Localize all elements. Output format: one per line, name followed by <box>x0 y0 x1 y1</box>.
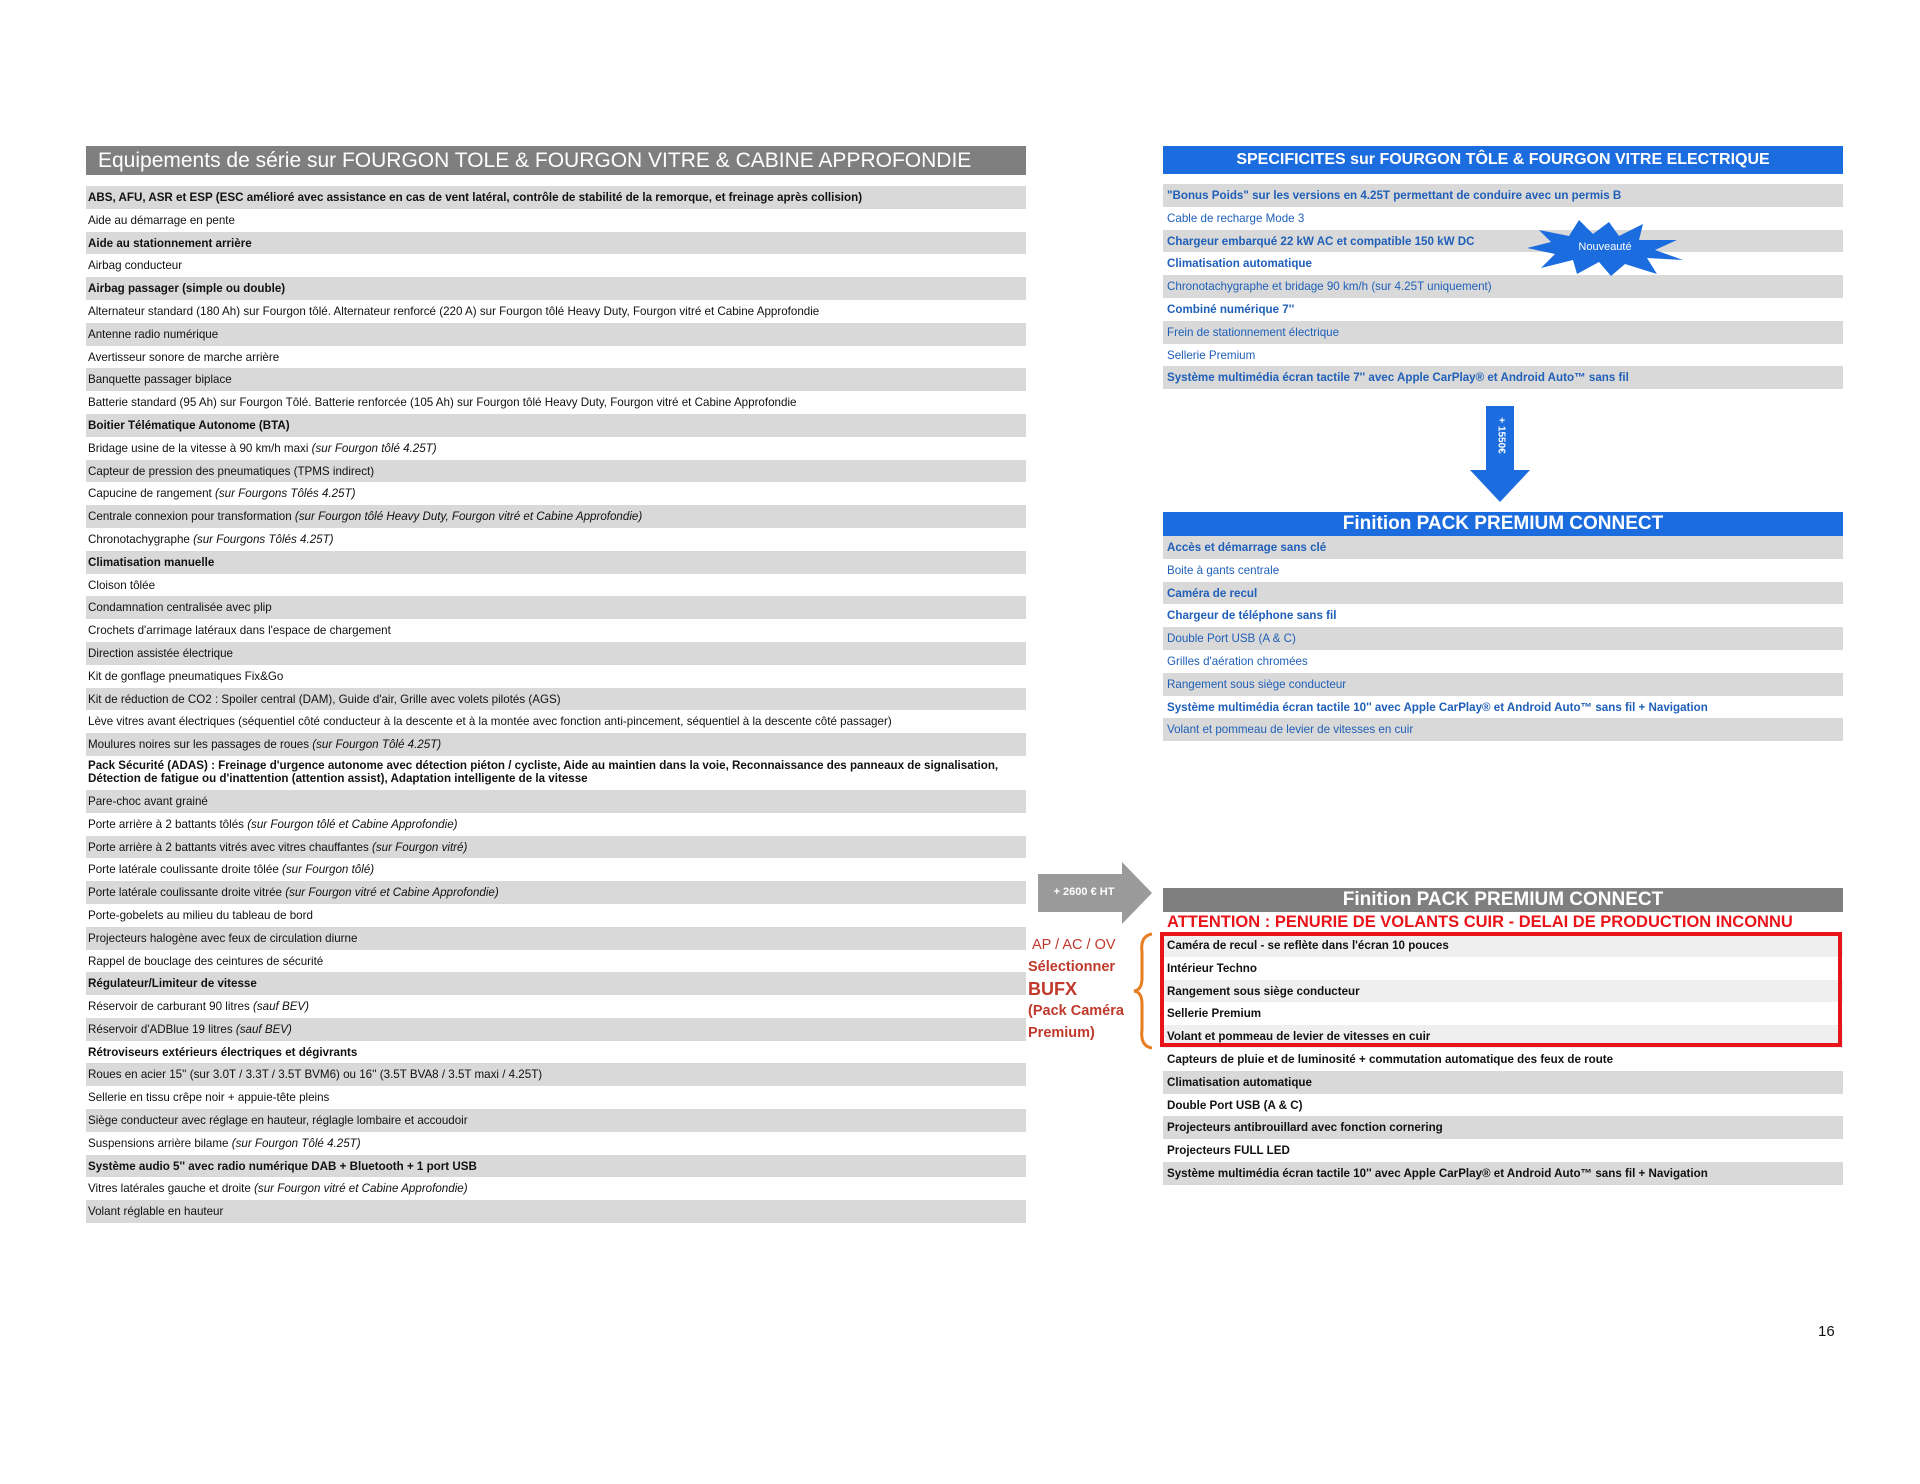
list-item <box>86 756 1026 790</box>
list-item-note: (sur Fourgon Tôlé 4.25T) <box>312 738 442 752</box>
standard-equipment-section <box>86 146 1026 1223</box>
list-item <box>1163 559 1843 582</box>
list-item <box>86 881 1026 904</box>
list-item-text: Boitier Télématique Autonome (BTA) <box>88 418 290 432</box>
list-item-text: Crochets d'arrimage latéraux dans l'espace de chargement <box>88 624 391 638</box>
list-item <box>86 528 1026 551</box>
list-item-text: Projecteurs antibrouillard avec fonction cornering <box>1167 1121 1443 1135</box>
list-item <box>86 1200 1026 1223</box>
list-item-text: Capteur de pression des pneumatiques (TPMS indirect) <box>88 464 375 478</box>
list-item <box>1163 207 1843 230</box>
list-item-text: Climatisation automatique <box>1167 1075 1312 1089</box>
list-item <box>86 277 1026 300</box>
list-item <box>86 551 1026 574</box>
list-item <box>1163 230 1843 253</box>
list-item <box>86 254 1026 277</box>
list-item-note: (sur Fourgon tôlé 4.25T) <box>311 441 437 455</box>
list-item <box>86 505 1026 528</box>
list-item-text: Vitres latérales gauche et droite <box>88 1182 255 1196</box>
bufx-note-pack: (Pack Caméra Premium) <box>1028 1003 1124 1041</box>
list-item-note: (sur Fourgon tôlé et Cabine Approfondie) <box>247 817 458 831</box>
list-item <box>86 972 1026 995</box>
list-item-note: (sur Fourgon tôlé Heavy Duty, Fourgon vitré et Cabine Approfondie) <box>294 510 643 524</box>
list-item <box>1163 1071 1843 1094</box>
list-item-text: Porte-gobelets au milieu du tableau de bord <box>88 908 313 922</box>
list-item-text: Rappel de bouclage des ceintures de sécurité <box>88 954 324 968</box>
list-item <box>86 642 1026 665</box>
list-item-text: Aide au démarrage en pente <box>88 213 235 227</box>
list-item <box>1163 366 1843 389</box>
list-item-text: Airbag passager (simple ou double) <box>88 282 286 296</box>
list-item <box>1163 184 1843 207</box>
list-item-note: (sur Fourgon vitré et Cabine Approfondie) <box>285 886 499 900</box>
list-item-text: Bridage usine de la vitesse à 90 km/h maxi <box>88 441 312 455</box>
list-item <box>1163 1162 1843 1185</box>
list-item <box>1163 275 1843 298</box>
premium-connect-alt-title: Finition PACK PREMIUM CONNECT <box>1163 888 1843 912</box>
list-item-text: Pare-choc avant grainé <box>88 794 208 808</box>
list-item <box>86 1109 1026 1132</box>
list-item <box>1163 298 1843 321</box>
list-item-text: Chronotachygraphe et bridage 90 km/h <box>1167 280 1372 294</box>
list-item-text: Porte arrière à 2 battants vitrés avec vitres chauffantes <box>88 840 372 854</box>
list-item-text: Suspensions arrière bilame <box>88 1136 232 1150</box>
list-item <box>86 1177 1026 1200</box>
list-item <box>1163 673 1843 696</box>
list-item-text: Condamnation centralisée avec plip <box>88 601 272 615</box>
list-item <box>1163 1139 1843 1162</box>
list-item <box>86 414 1026 437</box>
list-item-text: Climatisation automatique <box>1167 257 1312 271</box>
list-item <box>1163 344 1843 367</box>
price-label-2600: + 2600 € HT <box>1053 886 1115 898</box>
list-item-text: Système multimédia écran tactile 7'' avec Apple CarPlay® et Android Auto™ sans fil <box>1167 371 1629 385</box>
bufx-note-code: BUFX <box>1028 979 1077 999</box>
list-item <box>86 733 1026 756</box>
list-item-text: ABS, AFU, ASR et ESP (ESC amélioré avec assistance en cas de vent latéral, contrôle de stabilité de la remorque, et freinage après collision) <box>88 191 863 204</box>
list-item <box>86 858 1026 881</box>
list-item-text: Projecteurs halogène avec feux de circulation diurne <box>88 931 358 945</box>
bufx-note-select: Sélectionner <box>1028 959 1116 975</box>
list-item <box>1163 252 1843 275</box>
list-item <box>86 836 1026 859</box>
bufx-note-models: AP / AC / OV <box>1032 937 1116 953</box>
list-item-text: Frein de stationnement électrique <box>1167 325 1340 339</box>
list-item-text: Kit de réduction de CO2 : Spoiler central (DAM), Guide d'air, Grille avec volets pilotés (AGS) <box>88 692 561 706</box>
list-item-text: Centrale connexion pour transformation <box>88 510 295 524</box>
list-item-text: Boite à gants centrale <box>1167 563 1280 577</box>
list-item-text: Porte latérale coulissante droite vitrée <box>88 886 286 900</box>
list-item-text: Système multimédia écran tactile 10'' avec Apple CarPlay® et Android Auto™ sans fil + Navigation <box>1167 700 1708 714</box>
list-item-text: Volant et pommeau de levier de vitesses en cuir <box>1167 1030 1431 1044</box>
list-item-text: Lève vitres avant électriques (séquentiel côté conducteur à la descente et à la montée avec fonction anti-pincement, séquentiel à la descente côté passager) <box>88 715 892 729</box>
electric-specifics-title: SPECIFICITES sur FOURGON TÔLE & FOURGON VITRE ELECTRIQUE <box>1163 146 1843 174</box>
list-item <box>1163 1094 1843 1117</box>
list-item <box>86 482 1026 505</box>
list-item-text: Direction assistée électrique <box>88 646 233 660</box>
page-number: 16 <box>1818 1323 1835 1340</box>
list-item <box>1163 650 1843 673</box>
list-item <box>86 1018 1026 1041</box>
list-item <box>86 437 1026 460</box>
premium-connect-section <box>1163 512 1843 741</box>
list-item-text: Système multimédia écran tactile 10'' avec Apple CarPlay® et Android Auto™ sans fil + Navigation <box>1167 1166 1708 1180</box>
premium-connect-list <box>1163 536 1843 741</box>
list-item <box>1163 582 1843 605</box>
list-item <box>86 391 1026 414</box>
list-item-text: Combiné numérique 7'' <box>1167 302 1295 316</box>
nouveaute-badge: Nouveauté <box>1578 241 1632 253</box>
list-item <box>86 574 1026 597</box>
highlight-box <box>1160 932 1842 1047</box>
list-item <box>86 688 1026 711</box>
list-item-text: Caméra de recul - se reflète dans l'écran 10 pouces <box>1167 939 1449 952</box>
list-item <box>1163 1048 1843 1071</box>
list-item-text: Régulateur/Limiteur de vitesse <box>88 977 257 991</box>
list-item-note: (sauf BEV) <box>235 1022 292 1036</box>
list-item-text: Réservoir de carburant 90 litres <box>88 1000 253 1014</box>
list-item <box>86 1041 1026 1064</box>
list-item-text: Chargeur de téléphone sans fil <box>1167 609 1337 623</box>
list-item-text: Avertisseur sonore de marche arrière <box>88 350 280 364</box>
list-item-text: Double Port USB (A & C) <box>1167 632 1296 646</box>
list-item-text: Volant et pommeau de levier de vitesses en cuir <box>1167 723 1414 737</box>
premium-connect-title: Finition PACK PREMIUM CONNECT <box>1163 512 1843 536</box>
list-item-text: Caméra de recul <box>1167 586 1258 600</box>
list-item-note: (sur 4.25T uniquement) <box>1371 280 1492 294</box>
list-item-text: Airbag conducteur <box>88 259 183 273</box>
list-item-text: Alternateur standard (180 Ah) sur Fourgon tôlé. Alternateur renforcé (220 A) sur Fourgon tôlé Heavy Duty, Fourgon vitré et Cabine Approfondie <box>88 304 820 318</box>
list-item-text: Aide au stationnement arrière <box>88 236 252 250</box>
standard-equipment-title: Equipements de série sur FOURGON TOLE & FOURGON VITRE & CABINE APPROFONDIE <box>86 146 1026 175</box>
list-item-note: (sur Fourgons Tôlés 4.25T) <box>214 487 356 501</box>
list-item-text: Capucine de rangement <box>88 487 215 501</box>
list-item <box>86 665 1026 688</box>
list-item-note: (sauf BEV) <box>252 1000 310 1014</box>
list-item <box>86 186 1026 209</box>
list-item <box>1163 627 1843 650</box>
list-item-text: Rétroviseurs extérieurs électriques et dégivrants <box>88 1045 358 1059</box>
list-item-text: Double Port USB (A & C) <box>1167 1098 1303 1112</box>
list-item-text: Rangement sous siège conducteur <box>1167 984 1360 998</box>
bufx-note <box>1028 934 1132 1044</box>
list-item-note: (sur Fourgon vitré) <box>371 840 468 854</box>
list-item-text: Projecteurs FULL LED <box>1167 1144 1290 1158</box>
list-item <box>86 209 1026 232</box>
list-item <box>86 1063 1026 1086</box>
list-item-text: Sellerie Premium <box>1167 1007 1262 1021</box>
list-item-text: Grilles d'aération chromées <box>1167 654 1308 668</box>
list-item-text: Intérieur Techno <box>1167 961 1257 975</box>
list-item <box>86 460 1026 483</box>
list-item <box>86 995 1026 1018</box>
list-item-text: Chargeur embarqué 22 kW AC et compatible 150 kW DC <box>1167 234 1475 248</box>
list-item <box>86 346 1026 369</box>
list-item-text: "Bonus Poids" sur les versions en 4.25T permettant de conduire avec un permis B <box>1167 189 1622 202</box>
list-item-text: Roues en acier 15'' (sur 3.0T / 3.3T / 3.5T BVM6) ou 16'' (3.5T BVA8 / 3.5T maxi / 4.25T) <box>88 1068 543 1082</box>
list-item-text: Porte arrière à 2 battants tôlés <box>88 817 248 831</box>
list-item-text: Banquette passager biplace <box>88 373 232 387</box>
list-item <box>1163 536 1843 559</box>
list-item <box>1163 696 1843 719</box>
list-item-text: Réservoir d'ADBlue 19 litres <box>88 1022 236 1036</box>
list-item <box>86 1155 1026 1178</box>
list-item-text: Chronotachygraphe <box>88 532 194 546</box>
list-item <box>86 1086 1026 1109</box>
list-item-text: Volant réglable en hauteur <box>88 1205 224 1219</box>
list-item-text: Cloison tôlée <box>88 578 156 592</box>
list-item <box>86 710 1026 733</box>
list-item-text: Siège conducteur avec réglage en hauteur, réglagle lombaire et accoudoir <box>88 1114 468 1128</box>
list-item-note: (sur Fourgon vitré et Cabine Approfondie) <box>254 1182 468 1196</box>
list-item-text: Système audio 5'' avec radio numérique DAB + Bluetooth + 1 port USB <box>88 1159 477 1173</box>
list-item <box>86 368 1026 391</box>
list-item-note: (sur Fourgons Tôlés 4.25T) <box>193 532 334 546</box>
list-item <box>86 813 1026 836</box>
list-item-note: (sur Fourgon Tôlé 4.25T) <box>231 1136 361 1150</box>
list-item-text: Sellerie en tissu crêpe noir + appuie-tête pleins <box>88 1091 330 1105</box>
standard-equipment-list <box>86 186 1026 1223</box>
list-item <box>86 950 1026 973</box>
list-item-text: Capteurs de pluie et de luminosité + commutation automatique des feux de route <box>1167 1052 1614 1066</box>
list-item <box>86 323 1026 346</box>
list-item-text: Moulures noires sur les passages de roues <box>88 738 313 752</box>
list-item <box>86 232 1026 255</box>
list-item <box>86 927 1026 950</box>
price-label-1550: + 1550€ <box>1495 417 1507 454</box>
list-item <box>1163 1116 1843 1139</box>
list-item-text: Batterie standard (95 Ah) sur Fourgon Tôlé. Batterie renforcée (105 Ah) sur Fourgon tôlé Heavy Duty, Fourgon vitré et Cabine Approfondie <box>88 396 797 410</box>
list-item-text: Sellerie Premium <box>1167 348 1256 362</box>
curly-brace-icon <box>1132 932 1156 1050</box>
list-item-text: Accès et démarrage sans clé <box>1167 541 1327 554</box>
list-item <box>86 596 1026 619</box>
list-item <box>86 1132 1026 1155</box>
electric-specifics-list <box>1163 184 1843 389</box>
list-item-text: Porte latérale coulissante droite tôlée <box>88 863 282 877</box>
list-item-text: Antenne radio numérique <box>88 327 219 341</box>
electric-specifics-section <box>1163 146 1843 389</box>
attention-warning: ATTENTION : PENURIE DE VOLANTS CUIR - DELAI DE PRODUCTION INCONNU <box>1167 913 1793 931</box>
list-item-note: (sur Fourgon tôlé) <box>282 863 375 877</box>
list-item <box>86 790 1026 813</box>
list-item <box>86 300 1026 323</box>
list-item-text: Climatisation manuelle <box>88 555 215 569</box>
list-item-text: Kit de gonflage pneumatiques Fix&Go <box>88 669 284 683</box>
list-item-text: Pack Sécurité (ADAS) : Freinage d'urgence autonome avec détection piéton / cycliste, Aide au maintien dans la voie, Reconnaissance des panneaux de signalisation, Détection de fatigue ou d'inattention (attention assist), Adaptation intelligente de la vitesse <box>88 758 999 785</box>
list-item <box>1163 321 1843 344</box>
list-item-text: Rangement sous siège conducteur <box>1167 677 1347 691</box>
list-item <box>86 619 1026 642</box>
list-item <box>1163 718 1843 741</box>
list-item-text: Cable de recharge Mode 3 <box>1167 211 1305 225</box>
list-item <box>1163 604 1843 627</box>
list-item <box>86 904 1026 927</box>
